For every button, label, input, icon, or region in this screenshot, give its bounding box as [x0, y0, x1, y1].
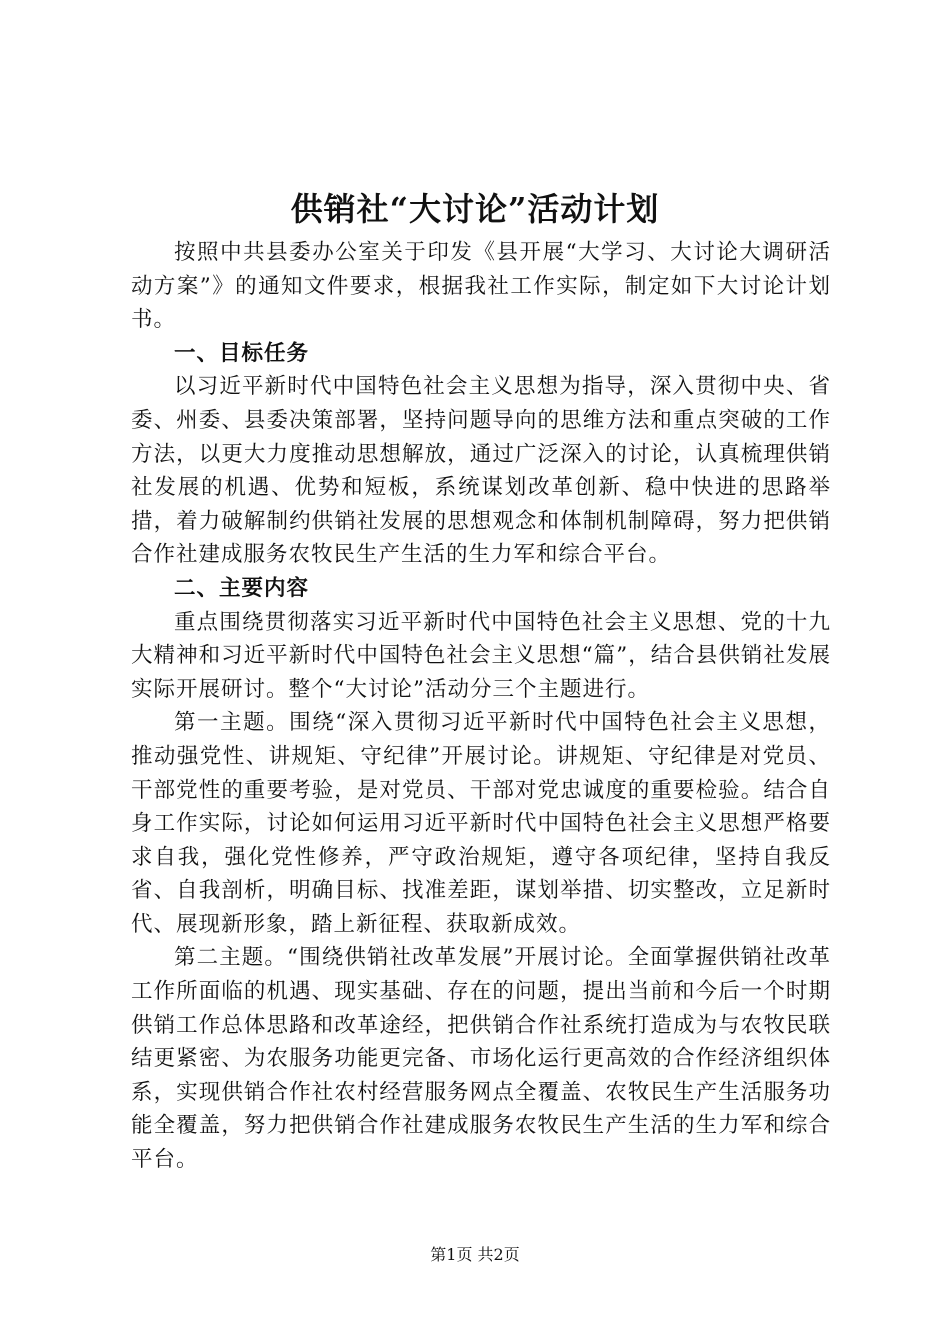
document-title: 供销社“大讨论”活动计划	[290, 190, 660, 228]
page-footer: 第1页 共2页	[430, 1245, 520, 1264]
section-body-content: 重点围绕贯彻落实习近平新时代中国特色社会主义思想、党的十九大精神和习近平新时代中国特色社会主义思想“篇”，结合县供销社发展实际开展研讨。整个“大讨论”活动分三个主题进行。	[131, 609, 831, 702]
theme-two-paragraph: 第二主题。“围绕供销社改革发展”开展讨论。全面掌握供销社改革工作所面临的机遇、现实基础、存在的问题，提出当前和今后一个时期供销工作总体思路和改革途经，把供销合作社系统打造成为与农牧民联结更紧密、为农服务功能更完备、市场化运行更高效的合作经济组织体系，实现供销合作社农村经营服务网点全覆盖、农牧民生产生活服务功能全覆盖，努力把供销合作社建成服务农牧民生产生活的生力军和综合平台。	[131, 945, 831, 1173]
theme-one-paragraph: 第一主题。围绕“深入贯彻习近平新时代中国特色社会主义思想，推动强党性、讲规矩、守纪律”开展讨论。讲规矩、守纪律是对党员、干部党性的重要考验，是对党员、干部对党忠诚度的重要检验。结合自身工作实际，讨论如何运用习近平新时代中国特色社会主义思想严格要求自我，强化党性修养，严守政治规矩，遵守各项纪律，坚持自我反省、自我剖析，明确目标、找准差距，谋划举措、切实整改，立足新时代、展现新形象，踏上新征程、获取新成效。	[131, 710, 831, 937]
document-body	[131, 236, 831, 1177]
section-heading-content: 二、主要内容	[174, 575, 310, 601]
intro-paragraph: 按照中共县委办公室关于印发《县开展“大学习、大讨论大调研活动方案”》的通知文件要求，根据我社工作实际，制定如下大讨论计划书。	[131, 240, 831, 333]
section-heading-goals: 一、目标任务	[174, 340, 310, 366]
section-body-goals: 以习近平新时代中国特色社会主义思想为指导，深入贯彻中央、省委、州委、县委决策部署，坚持问题导向的思维方法和重点突破的工作方法，以更大力度推动思想解放，通过广泛深入的讨论，认真梳理供销社发展的机遇、优势和短板，系统谋划改革创新、稳中快进的思路举措，着力破解制约供销社发展的思想观念和体制机制障碍，努力把供销合作社建成服务农牧民生产生活的生力军和综合平台。	[131, 374, 831, 568]
